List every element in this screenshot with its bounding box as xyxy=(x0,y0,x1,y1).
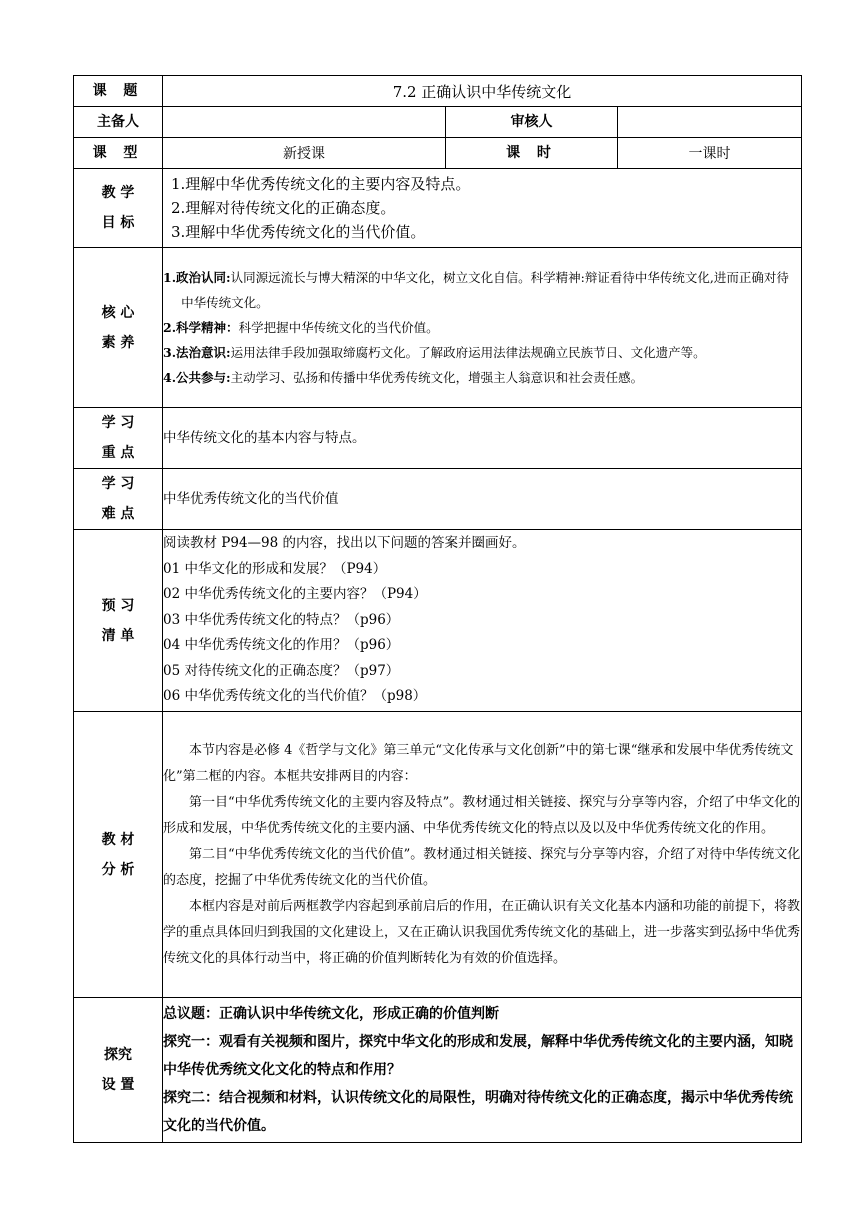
type-value: 新授课 xyxy=(163,138,446,169)
competency-item xyxy=(163,315,801,340)
competency-text: 运用法律手段加强取缔腐朽文化。了解政府运用法律法规确立民族节日、文化遗产等。 xyxy=(230,345,706,360)
hours-value: 一课时 xyxy=(618,138,802,169)
row-key-points xyxy=(74,408,802,469)
competency-text: 主动学习、弘扬和传播中华优秀传统文化，增强主人翁意识和社会责任感。 xyxy=(230,370,644,385)
objective-item: 3.理解中华优秀传统文化的当代价值。 xyxy=(171,223,426,241)
reviewer-label: 审核人 xyxy=(446,107,618,138)
inquiry-label-line1: 探究 xyxy=(104,1047,132,1063)
competencies-label-line2: 素 养 xyxy=(101,334,135,351)
competency-head: 2.科学精神： xyxy=(163,320,239,335)
objectives-label-line2: 目 标 xyxy=(101,215,135,231)
type-label: 课 型 xyxy=(74,138,163,169)
difficulties-label-line1: 学 习 xyxy=(101,476,135,492)
key-points-label xyxy=(74,408,163,469)
preparer-label: 主备人 xyxy=(74,107,163,138)
difficulties-label xyxy=(74,469,163,530)
inquiry-content xyxy=(163,998,802,1143)
competency-head: 1.政治认同: xyxy=(163,270,231,285)
row-inquiry xyxy=(74,998,802,1143)
preview-item: 02 中华优秀传统文化的主要内容？（P94） xyxy=(163,586,427,603)
key-points-text: 中华传统文化的基本内容与特点。 xyxy=(163,408,802,469)
row-difficulties xyxy=(74,469,802,530)
row-type xyxy=(74,138,802,169)
difficulties-label-line2: 难 点 xyxy=(101,506,135,522)
objective-item: 1.理解中华优秀传统文化的主要内容及特点。 xyxy=(171,175,471,193)
analysis-label-line1: 教 材 xyxy=(101,831,135,848)
preview-item: 06 中华优秀传统文化的当代价值？（p98） xyxy=(163,688,427,705)
objectives-content xyxy=(163,169,802,248)
analysis-label xyxy=(74,712,163,998)
lesson-title: 7.2 正确认识中华传统文化 xyxy=(163,76,802,107)
objectives-label-line1: 教 学 xyxy=(101,185,135,201)
inquiry-one: 探究一：观看有关视频和图片，探究中华文化的形成和发展，解释中华优秀传统文化的主要内涵，知晓中华传优秀统文化文化的特点和作用？ xyxy=(163,1034,793,1078)
competency-head: 4.公共参与: xyxy=(163,370,231,385)
preview-item: 01 中华文化的形成和发展？（P94） xyxy=(163,560,387,577)
inquiry-main-topic: 总议题：正确认识中华传统文化，形成正确的价值判断 xyxy=(163,1006,499,1022)
preview-item: 05 对待传统文化的正确态度？（p97） xyxy=(163,662,400,679)
preview-content xyxy=(163,530,802,712)
inquiry-two: 探究二：结合视频和材料，认识传统文化的局限性，明确对待传统文化的正确态度，揭示中华优秀传统文化的当代价值。 xyxy=(163,1090,793,1134)
preparer-value xyxy=(163,107,446,138)
row-title xyxy=(74,76,802,107)
competencies-content xyxy=(163,248,802,408)
preview-intro: 阅读教材 P94—98 的内容，找出以下问题的答案并圈画好。 xyxy=(163,535,526,552)
preview-item: 04 中华优秀传统文化的作用？（p96） xyxy=(163,637,400,654)
analysis-paragraph: 本框内容是对前后两框教学内容起到承前启后的作用，在正确认识有关文化基本内涵和功能的前提下，将教学的重点具体回归到我国的文化建设上，又在正确认识我国优秀传统文化的基础上，进一步落实到弘扬中华优秀传统文化的具体行动当中，将正确的价值判断转化为有效的价值选择。 xyxy=(163,898,801,966)
preview-label-line2: 清 单 xyxy=(101,627,135,644)
row-analysis xyxy=(74,712,802,998)
preview-label xyxy=(74,530,163,712)
analysis-paragraph: 本节内容是必修 4《哲学与文化》第三单元“文化传承与文化创新”中的第七课“继承和发展中华优秀传统文化”第二框的内容。本框共安排两目的内容： xyxy=(163,742,794,784)
preview-item: 03 中华优秀传统文化的特点？（p96） xyxy=(163,611,400,628)
difficulties-text: 中华优秀传统文化的当代价值 xyxy=(163,469,802,530)
objectives-label xyxy=(74,169,163,248)
analysis-label-line2: 分 析 xyxy=(101,861,135,878)
competency-text: 科学把握中华传统文化的当代价值。 xyxy=(238,320,439,335)
row-competencies xyxy=(74,248,802,408)
key-points-label-line1: 学 习 xyxy=(101,415,135,431)
competency-item xyxy=(163,340,801,365)
row-objectives xyxy=(74,169,802,248)
inquiry-label-line2: 设 置 xyxy=(101,1077,135,1093)
objective-item: 2.理解对待传统文化的正确态度。 xyxy=(171,199,396,217)
row-preparer xyxy=(74,107,802,138)
competency-head: 3.法治意识: xyxy=(163,345,231,360)
competencies-label xyxy=(74,248,163,408)
competencies-label-line1: 核 心 xyxy=(101,304,135,321)
analysis-paragraph: 第一目“中华优秀传统文化的主要内容及特点”。教材通过相关链接、探究与分享等内容，介绍了中华文化的形成和发展，中华优秀传统文化的主要内涵、中华优秀传统文化的特点以及以及中华优秀传统文化的作用。 xyxy=(163,794,801,836)
row-preview xyxy=(74,530,802,712)
preview-label-line1: 预 习 xyxy=(101,597,135,614)
key-points-label-line2: 重 点 xyxy=(101,445,135,461)
title-label: 课 题 xyxy=(74,76,163,107)
competency-item xyxy=(163,365,801,390)
analysis-paragraph: 第二目“中华优秀传统文化的当代价值”。教材通过相关链接、探究与分享等内容，介绍了对待中华传统文化的态度，挖掘了中华优秀传统文化的当代价值。 xyxy=(163,846,801,888)
analysis-content xyxy=(163,712,802,998)
reviewer-value xyxy=(618,107,802,138)
hours-label: 课 时 xyxy=(446,138,618,169)
inquiry-label xyxy=(74,998,163,1143)
competency-text: 认同源远流长与博大精深的中华文化，树立文化自信。科学精神:辩证看待中华传统文化,进而正确对待中华传统文化。 xyxy=(181,270,789,310)
lesson-plan-table xyxy=(73,75,802,1143)
competency-item xyxy=(163,265,801,315)
